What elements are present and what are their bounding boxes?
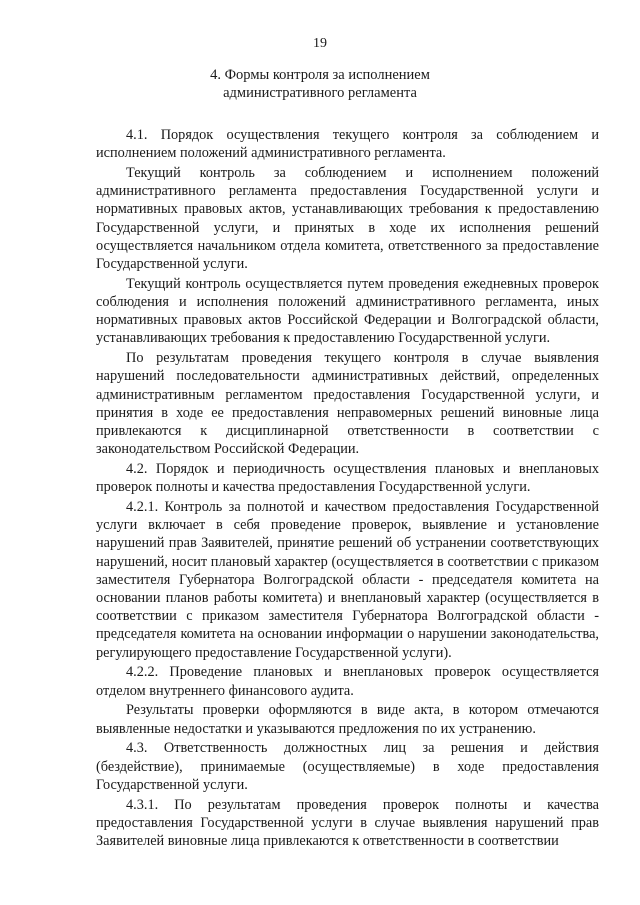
section-heading-line-1: 4. Формы контроля за исполнением [210, 67, 430, 83]
paragraph-4-3: 4.3. Ответственность должностных лиц за решения и действия (бездействие), принимаемые (осуществляемые) в ходе предоставления Государственной услуги. [96, 740, 599, 793]
paragraph-violations: По результатам проведения текущего контроля в случае выявления нарушений последовательности административных действий, определенных административным регламентом предоставления Государственной услуги, и принятия в ходе ее предоставления неправомерных решений виновные лица привлекаются к дисциплинарной ответственности в соответствии с законодательством Российской Федерации. [96, 350, 599, 458]
page-number: 19 [313, 36, 327, 51]
paragraph-daily-checks: Текущий контроль осуществляется путем проведения ежедневных проверок соблюдения и исполнения положений административного регламента, иных нормативных правовых актов Российской Федерации и Волгоградской области, устанавливающих требования к предоставлению Государственной услуги. [96, 275, 599, 347]
paragraph-audit-results: Результаты проверки оформляются в виде акта, в котором отмечаются выявленные недостатки и указываются предложения по их устранению. [96, 702, 599, 737]
paragraph-4-3-1: 4.3.1. По результатам проведения проверок полноты и качества предоставления Государственной услуги в случае выявления нарушений прав Заявителей виновные лица привлекаются к ответственности в соответствии [96, 796, 599, 850]
section-heading [0, 66, 640, 102]
paragraph-4-2: 4.2. Порядок и периодичность осуществления плановых и внеплановых проверок полноты и качества предоставления Государственной услуги. [96, 461, 599, 496]
paragraph-4-2-2: 4.2.2. Проведение плановых и внеплановых проверок осуществляется отделом внутреннего финансового аудита. [96, 664, 599, 699]
paragraph-4-2-1: 4.2.1. Контроль за полнотой и качеством предоставления Государственной услуги включает в себя проведение проверок, выявление и установление нарушений прав Заявителей, принятие решений об устранении соответствующих нарушений, носит плановый характер (осуществляется в соответствии с приказом заместителя Губернатора Волгоградской области - председателя комитета на основании планов работы комитета) и внеплановый характер (осуществляется в соответствии с приказом заместителя Губернатора Волгоградской области - председателя комитета на основании информации о нарушении законодательства, регулирующего предоставление Государственной услуги). [96, 499, 599, 661]
paragraph-4-1: 4.1. Порядок осуществления текущего контроля за соблюдением и исполнением положений административного регламента. [96, 127, 599, 162]
body-text [96, 126, 599, 852]
paragraph-current-control: Текущий контроль за соблюдением и исполнением положений административного регламента предоставления Государственной услуги и нормативных правовых актов, устанавливающих требования к предоставлению Государственной услуги, и принятых в ходе их исполнения решений осуществляется начальником отдела комитета, ответственного за предоставление Государственной услуги. [96, 165, 599, 273]
section-heading-line-2: административного регламента [223, 85, 417, 101]
